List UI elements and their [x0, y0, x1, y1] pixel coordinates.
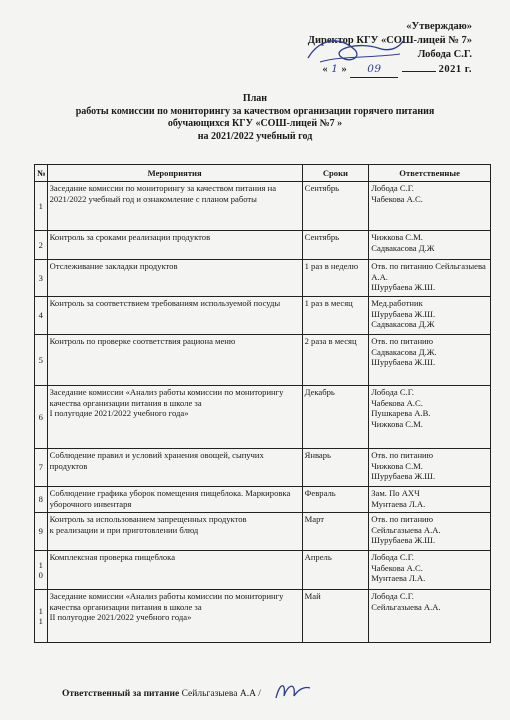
title-school: обучающихся КГУ «СОШ-лицей №7 »	[167, 118, 343, 129]
table-row	[35, 551, 491, 590]
table-row	[35, 297, 491, 335]
row-number: 5	[35, 335, 48, 386]
date-open-quote: «	[322, 64, 329, 75]
table-row	[35, 513, 491, 551]
row-term: Декабрь	[302, 386, 369, 449]
row-responsible: Лобода С.Г. Чабекова А.С. Мунтаева Л.А.	[369, 551, 491, 590]
row-number: 8	[35, 487, 48, 513]
director-name: Лобода С.Г.	[417, 49, 472, 60]
document-title	[0, 93, 510, 143]
table-row	[35, 260, 491, 297]
date-close-quote: »	[341, 64, 348, 75]
row-responsible: Отв. по питанию Сейльгазыева А.А. Шурубаева Ж.Ш.	[369, 513, 491, 551]
row-responsible: Отв. по питанию Чижкова С.М. Шурубаева Ж.Ш.	[369, 449, 491, 487]
footer-name: Сейльгазыева А.А /	[181, 689, 261, 699]
date-year: 2021 г.	[438, 64, 472, 75]
table-row	[35, 182, 491, 231]
approval-heading: «Утверждаю»	[406, 21, 472, 32]
row-event: Контроль за соответствием требованиям используемой посуды	[47, 297, 302, 335]
row-event: Контроль по проверке соответствия рациона меню	[47, 335, 302, 386]
row-term: Март	[302, 513, 369, 551]
row-responsible: Отв. по питанию Садвакасова Д.Ж. Шурубаева Ж.Ш.	[369, 335, 491, 386]
footer-responsible	[62, 689, 261, 699]
row-term: Январь	[302, 449, 369, 487]
row-event: Контроль за сроками реализации продуктов	[47, 231, 302, 260]
table-row	[35, 590, 491, 643]
row-event: Соблюдение правил и условий хранения овощей, сыпучих продуктов	[47, 449, 302, 487]
row-number: 11	[35, 590, 48, 643]
row-term: Май	[302, 590, 369, 643]
table-row	[35, 335, 491, 386]
row-event: Соблюдение графика уборок помещения пищеблока. Маркировка уборочного инвентаря	[47, 487, 302, 513]
date-month: 09	[367, 63, 382, 75]
row-responsible: Лобода С.Г. Чабекова А.С. Пушкарева А.В. Чижкова С.М.	[369, 386, 491, 449]
row-term: 1 раз в неделю	[302, 260, 369, 297]
header-responsible: Ответственные	[369, 165, 491, 182]
plan-table	[34, 164, 491, 643]
date-day: 1	[331, 63, 339, 75]
table-row	[35, 449, 491, 487]
row-term: 1 раз в месяц	[302, 297, 369, 335]
row-number: 10	[35, 551, 48, 590]
title-subject: работы комиссии по мониторингу за качеством организации горячего питания	[75, 105, 435, 117]
row-responsible: Мед.работник Шурубаева Ж.Ш. Садвакасова Д.Ж	[369, 297, 491, 335]
title-year: на 2021/2022 учебный год	[197, 130, 313, 142]
row-term: Сентябрь	[302, 231, 369, 260]
table-row	[35, 487, 491, 513]
row-number: 3	[35, 260, 48, 297]
row-responsible: Зам. По АХЧ Мунтаева Л.А.	[369, 487, 491, 513]
row-event: Отслеживание закладки продуктов	[47, 260, 302, 297]
table-header-row	[35, 165, 491, 182]
row-number: 4	[35, 297, 48, 335]
header-number: №	[35, 165, 48, 182]
row-responsible: Лобода С.Г. Сейльгазыева А.А.	[369, 590, 491, 643]
row-term: Сентябрь	[302, 182, 369, 231]
footer-signature	[270, 676, 314, 706]
row-event: Заседание комиссии «Анализ работы комиссии по мониторингу качества организации питания в школе за I полугодие 2021/2022 учебного года»	[47, 386, 302, 449]
director-title: Директор КГУ «СОШ-лицей № 7»	[307, 35, 472, 46]
header-event: Мероприятия	[47, 165, 302, 182]
row-event: Контроль за использованием запрещенных продуктов к реализации и при приготовлении блюд	[47, 513, 302, 551]
row-responsible: Отв. по питанию Сейльгазыева А.А. Шурубаева Ж.Ш.	[369, 260, 491, 297]
row-event: Комплексная проверка пищеблока	[47, 551, 302, 590]
director-signature	[300, 28, 410, 74]
row-number: 6	[35, 386, 48, 449]
row-term: Апрель	[302, 551, 369, 590]
footer-label: Ответственный за питание	[62, 689, 180, 699]
row-responsible: Чижкова С.М. Садвакасова Д.Ж	[369, 231, 491, 260]
row-event: Заседание комиссии по мониторингу за качеством питания на 2021/2022 учебный год и ознакомление с планом работы	[47, 182, 302, 231]
row-number: 2	[35, 231, 48, 260]
title-plan: План	[242, 93, 268, 104]
row-number: 1	[35, 182, 48, 231]
row-term: 2 раза в месяц	[302, 335, 369, 386]
row-term: Февраль	[302, 487, 369, 513]
row-number: 9	[35, 513, 48, 551]
header-term: Сроки	[302, 165, 369, 182]
table-row	[35, 386, 491, 449]
row-responsible: Лобода С.Г. Чабекова А.С.	[369, 182, 491, 231]
row-event: Заседание комиссии «Анализ работы комиссии по мониторингу качества организации питания в школе за II полугодие 2021/2022 учебного года»	[47, 590, 302, 643]
row-number: 7	[35, 449, 48, 487]
table-row	[35, 231, 491, 260]
